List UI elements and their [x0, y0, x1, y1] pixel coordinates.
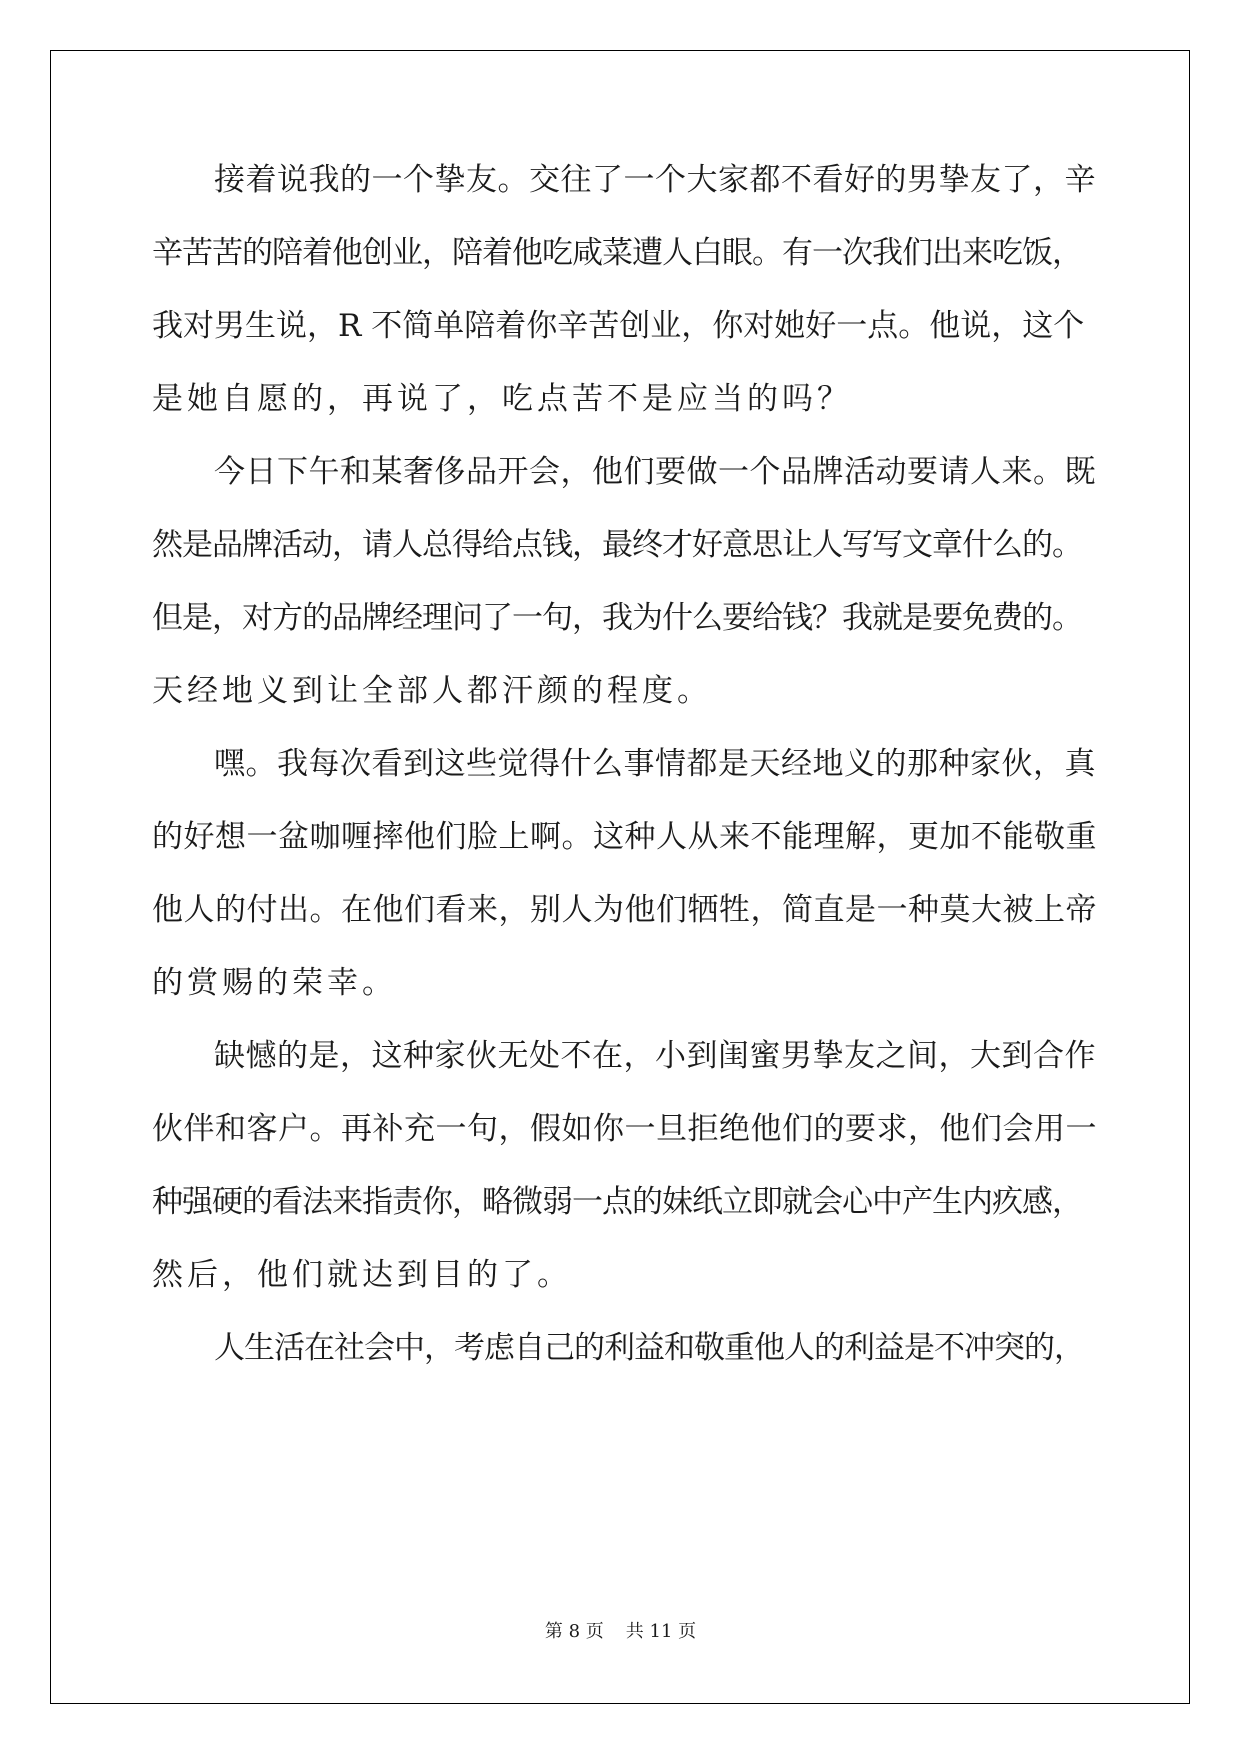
paragraph-4-line-2: 伙伴和客户。再补充一句，假如你一旦拒绝他们的要求，他们会用一	[152, 1111, 1097, 1147]
page-total: 共 11 页	[625, 1621, 697, 1642]
page-number: 第 8 页	[544, 1621, 604, 1642]
paragraph-3-line-2: 的好想一盆咖喱摔他们脸上啊。这种人从来不能理解，更加不能敬重	[152, 819, 1097, 855]
paragraph-4-line-3: 种强硬的看法来指责你，略微弱一点的妹纸立即就会心中产生内疚感，	[152, 1184, 1082, 1220]
paragraph-3-line-3: 他人的付出。在他们看来，别人为他们牺牲，简直是一种莫大被上帝	[152, 892, 1097, 928]
paragraph-5-line-1: 人生活在社会中，考虑自己的利益和敬重他人的利益是不冲突的，	[214, 1330, 1084, 1366]
paragraph-2-line-2: 然是品牌活动，请人总得给点钱，最终才好意思让人写写文章什么的。	[152, 527, 1082, 563]
paragraph-1-line-4: 是她自愿的，再说了，吃点苦不是应当的吗？	[152, 381, 852, 417]
paragraph-1-line-3: 我对男生说，R 不简单陪着你辛苦创业，你对她好一点。他说，这个	[152, 308, 1085, 344]
paragraph-1-line-2: 辛苦苦的陪着他创业，陪着他吃咸菜遭人白眼。有一次我们出来吃饭，	[152, 235, 1082, 271]
paragraph-3-line-4: 的赏赐的荣幸。	[152, 965, 397, 1001]
paragraph-1-line-1: 接着说我的一个挚友。交往了一个大家都不看好的男挚友了，辛	[214, 162, 1096, 198]
paragraph-4-line-4: 然后，他们就达到目的了。	[152, 1257, 572, 1293]
paragraph-2-line-1: 今日下午和某奢侈品开会，他们要做一个品牌活动要请人来。既	[214, 454, 1096, 490]
page-footer	[0, 1617, 1241, 1643]
paragraph-2-line-4: 天经地义到让全部人都汗颜的程度。	[152, 673, 712, 709]
paragraph-2-line-3: 但是，对方的品牌经理问了一句，我为什么要给钱？我就是要免费的。	[152, 600, 1082, 636]
paragraph-4-line-1: 缺憾的是，这种家伙无处不在，小到闺蜜男挚友之间，大到合作	[214, 1038, 1096, 1074]
page-border	[50, 50, 1190, 1704]
paragraph-3-line-1: 嘿。我每次看到这些觉得什么事情都是天经地义的那种家伙，真	[214, 746, 1096, 782]
